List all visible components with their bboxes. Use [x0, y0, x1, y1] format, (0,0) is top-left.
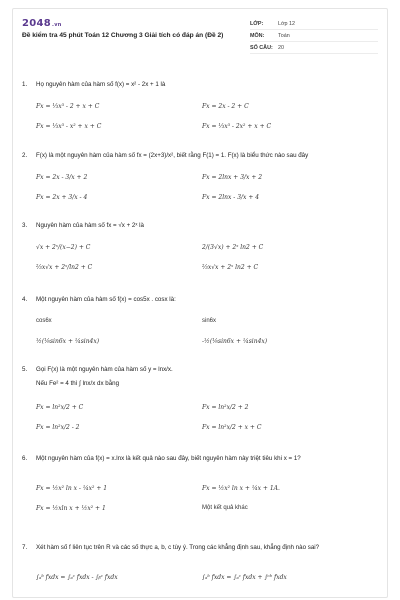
question-text: Nguyên hàm của hàm số fx = √x + 2ˣ là [36, 222, 144, 229]
option-a[interactable]: Fx = ⅓x³ - 2 + x + C [36, 103, 100, 110]
option-a[interactable]: Fx = ln²x/2 + C [36, 404, 84, 411]
meta-label: LỚP: [250, 20, 264, 27]
option-a[interactable]: Fx = 2x - 3/x + 2 [36, 174, 88, 181]
meta-value: 20 [278, 44, 284, 51]
option-d[interactable]: Fx = 2lnx - 3/x + 4 [202, 194, 260, 201]
question-number: 6. [22, 455, 28, 462]
question-subline: Nếu Fe² = 4 thì ∫ lnx/x dx bằng [36, 380, 120, 387]
option-b[interactable]: Fx = ln²x/2 + 2 [202, 404, 249, 411]
question-1 [22, 81, 378, 141]
meta-value: Toán [278, 32, 290, 39]
option-c[interactable]: Fx = ½xln x + ½x² + 1 [36, 505, 106, 512]
meta-info [250, 18, 378, 54]
question-text: F(x) là một nguyên hàm của hàm số fx = (2x+3)/x², biết rằng F(1) = 1. F(x) là biểu thức nào sau đây [36, 152, 309, 159]
option-d[interactable]: Fx = ln²x/2 + x + C [202, 424, 262, 431]
option-c[interactable]: Fx = ⅓x³ - x² + x + C [36, 123, 102, 130]
question-number: 5. [22, 366, 28, 373]
brand-logo[interactable] [22, 18, 62, 29]
brand-logo-suffix: .vn [52, 22, 62, 28]
question-text: Xét hàm số f liên tục trên R và các số thực a, b, c tùy ý. Trong các khẳng định sau, khẳng định nào sai? [36, 544, 320, 551]
option-b[interactable]: ∫ₐᵇ fxdx = ∫ₐᶜ fxdx + ∫ᶜᵇ fxdx [202, 574, 287, 581]
meta-row-subject [250, 30, 378, 42]
question-text: Một nguyên hàm của f(x) = x.lnx là kết quả nào sau đây, biết nguyên hàm này triệt tiêu khi x = 1? [36, 455, 301, 462]
option-b[interactable]: 2/(3√x) + 2ˣ ln2 + C [202, 244, 264, 251]
option-a[interactable]: cos6x [36, 318, 52, 324]
option-d[interactable]: ⅔x√x + 2ˣ ln2 + C [202, 264, 259, 271]
meta-label: MÔN: [250, 32, 265, 39]
option-a[interactable]: √x + 2ˣ/(x−2) + C [36, 244, 91, 251]
question-number: 4. [22, 296, 28, 303]
option-a[interactable]: Fx = ½x² ln x - ¼x² + 1 [36, 485, 108, 492]
meta-row-count [250, 42, 378, 54]
question-3 [22, 222, 378, 282]
option-b[interactable]: Fx = 2x - 2 + C [202, 103, 249, 110]
question-text: Gọi F(x) là một nguyên hàm của hàm số y = lnx/x. [36, 366, 173, 373]
option-d[interactable]: Một kết quả khác [202, 505, 248, 511]
question-text: Họ nguyên hàm của hàm số f(x) = x² - 2x + 1 là [36, 81, 166, 88]
page-title: Đề kiểm tra 45 phút Toán 12 Chương 3 Giải tích có đáp án (Đề 2) [22, 32, 224, 39]
question-text: Một nguyên hàm của hàm số f(x) = cos5x . cosx là: [36, 296, 176, 303]
question-number: 7. [22, 544, 28, 551]
option-b[interactable]: sin6x [202, 318, 217, 324]
option-c[interactable]: Fx = ln²x/2 - 2 [36, 424, 80, 431]
question-5 [22, 366, 378, 441]
option-b[interactable]: Fx = 2lnx + 3/x + 2 [202, 174, 263, 181]
question-4 [22, 296, 378, 356]
question-7 [22, 544, 378, 594]
question-number: 3. [22, 222, 28, 229]
meta-row-class [250, 18, 378, 30]
option-d[interactable]: -½(⅙sin6x + ¼sin4x) [202, 338, 268, 345]
header [12, 8, 388, 64]
option-c[interactable]: ½(⅙sin6x + ¼sin4x) [36, 338, 100, 345]
option-d[interactable]: Fx = ⅓x³ - 2x² + x + C [202, 123, 272, 130]
question-6 [22, 455, 378, 530]
option-c[interactable]: Fx = 2x + 3/x - 4 [36, 194, 88, 201]
option-c[interactable]: ⅔x√x + 2ˣ/ln2 + C [36, 264, 93, 271]
option-a[interactable]: ∫ₐᵇ fxdx = ∫ₐᶜ fxdx - ∫ᵦᶜ fxdx [36, 574, 118, 581]
meta-label: SỐ CÂU: [250, 44, 273, 51]
question-number: 1. [22, 81, 28, 88]
option-b[interactable]: Fx = ½x² ln x + ¼x + 1A. [202, 485, 280, 492]
question-number: 2. [22, 152, 28, 159]
question-2 [22, 152, 378, 212]
brand-logo-text: 2048 [22, 18, 52, 29]
meta-value: Lớp 12 [278, 20, 296, 27]
